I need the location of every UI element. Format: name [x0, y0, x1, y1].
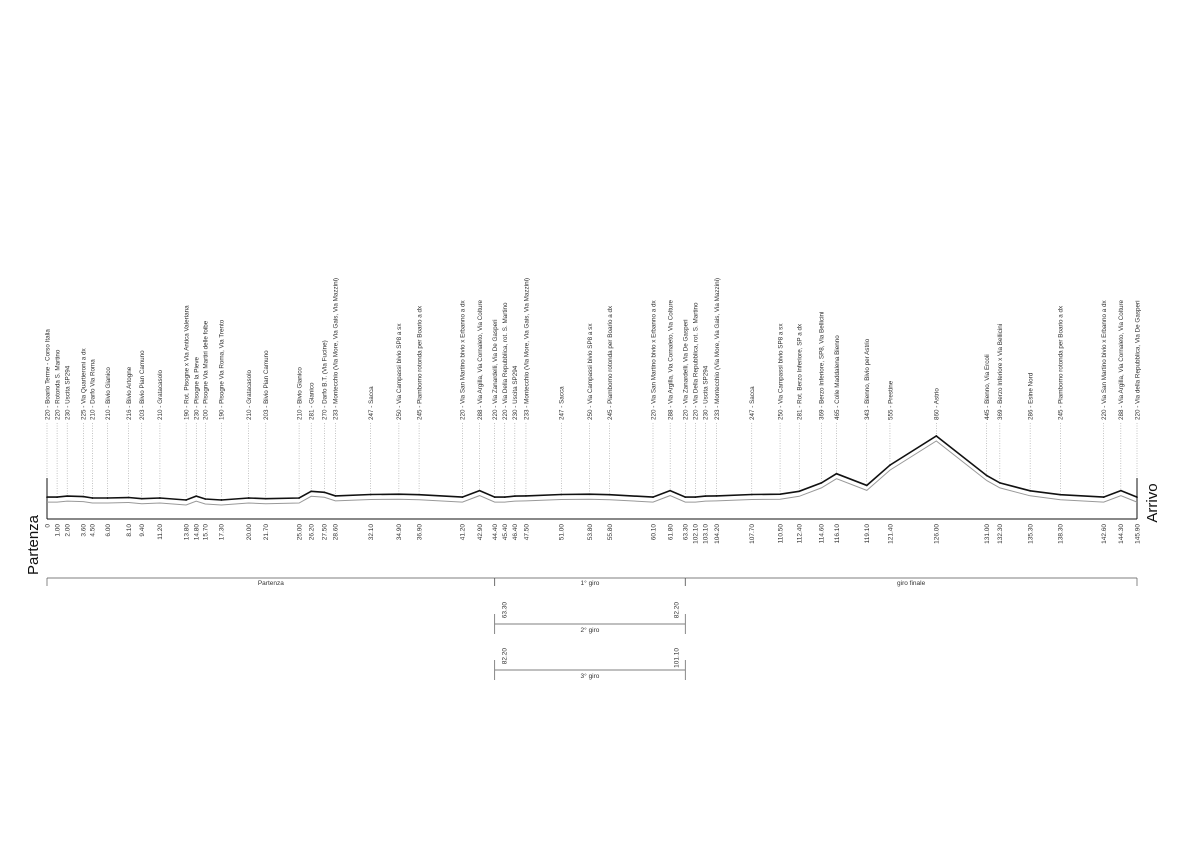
segment-brackets — [47, 578, 1137, 680]
profile-point — [334, 495, 336, 497]
profile-point — [418, 494, 420, 496]
point-name-label: 247 - Sacca — [558, 386, 566, 420]
point-name-label: 233 - Montecchio (Via More, Via Gais, Via Mazzini) — [332, 277, 340, 420]
km-label: 17.30 — [218, 524, 226, 541]
profile-point — [798, 490, 800, 492]
km-label: 14.80 — [193, 524, 201, 541]
km-label: 107.70 — [749, 524, 757, 544]
point-name-label: 445 - Bienno, Via Ercoli — [984, 354, 992, 420]
profile-point — [128, 497, 130, 499]
point-name-label: 233 - Montecchio (Via More, Via Gais, Via Mazzini) — [713, 277, 721, 420]
segment-label: 1° giro — [580, 580, 600, 587]
profile-point — [221, 499, 223, 501]
point-name-label: 288 - Via Argilla, Via Cornaleto, Via Colture — [1118, 299, 1126, 420]
segment-start-km: 63.30 — [501, 602, 509, 619]
profile-point — [820, 482, 822, 484]
profile-point — [159, 497, 161, 499]
km-label: 112.40 — [796, 524, 804, 544]
km-label: 102.10 — [692, 524, 700, 544]
point-name-label: 288 - Via Argilla, Via Cornaleto, Via Colture — [667, 299, 675, 420]
point-name-label: 230 - Pisogne la Pieve — [193, 356, 201, 420]
km-label: 104.20 — [713, 524, 721, 544]
profile-point — [836, 473, 838, 475]
point-name-label: 465 - Colle Maddalena Bienno — [833, 335, 841, 420]
point-name-label: 220 - Via San Martino bivio x Erbanno a dx — [459, 300, 467, 420]
km-label: 3.60 — [80, 524, 88, 537]
km-label: 51.00 — [558, 524, 566, 541]
point-name-label: 281 - Rot. Berzo Inferiore, SP a dx — [796, 323, 804, 420]
profile-point — [46, 496, 48, 498]
km-label: 121.40 — [887, 524, 895, 544]
profile-point — [248, 497, 250, 499]
km-label: 131.00 — [984, 524, 992, 544]
end-label: Arrivo — [1144, 483, 1161, 523]
profile-point — [504, 496, 506, 498]
elevation-profile — [46, 435, 1138, 519]
km-label: 114.60 — [818, 524, 826, 544]
point-name-label: 190 - Rot. Pisogne x Via Antica Valeriana — [183, 305, 191, 420]
point-name-label: 230 - Uscita SP294 — [64, 365, 72, 420]
profile-point — [609, 494, 611, 496]
km-label: 20.00 — [246, 524, 253, 541]
point-name-label: 220 - Via Della Repubblica, rot. S. Martino — [692, 302, 700, 420]
profile-point — [999, 482, 1001, 484]
point-name-label: 250 - Via Campassi bivio SP8 a sx — [777, 323, 785, 420]
km-label: 119.10 — [864, 524, 872, 544]
km-label: 46.40 — [512, 524, 520, 541]
guide-lines — [47, 423, 1137, 498]
km-label: 132.30 — [997, 524, 1005, 544]
km-label: 63.30 — [682, 524, 690, 541]
km-label: 1.00 — [54, 524, 62, 537]
point-name-label: 220 - Via Zanardelli, Via De Gasperi — [682, 319, 690, 420]
profile-line — [47, 436, 1137, 500]
profile-point — [560, 494, 562, 496]
point-name-label: 220 - Via della Repubblica, Via De Gasperi — [1134, 300, 1142, 420]
point-name-label: 233 - Montecchio (Via More, Via Gais, Via Mazzini) — [523, 277, 531, 420]
profile-point — [751, 494, 753, 496]
km-label: 60.10 — [650, 524, 658, 541]
point-name-label: 270 - Darfo B.T. (Via Fucine) — [321, 340, 329, 420]
point-name-label: 230 - Uscita SP294 — [702, 365, 710, 420]
profile-point — [479, 490, 481, 492]
point-name-label: 369 - Berzo Inferiore, SP8, Via Bellicini — [818, 311, 826, 420]
segment-start-km: 82.20 — [501, 648, 509, 665]
profile-point — [204, 498, 206, 500]
point-name-label: 281 - Gianico — [308, 382, 316, 420]
profile-point — [91, 497, 93, 499]
km-label: 26.20 — [308, 524, 316, 541]
km-label: 53.80 — [586, 524, 594, 541]
profile-point — [694, 496, 696, 498]
profile-point — [889, 464, 891, 466]
profile-point — [185, 499, 187, 501]
km-label: 28.60 — [332, 524, 340, 541]
point-name-label: 220 - Via Zanardelli, Via De Gasperi — [492, 319, 499, 420]
profile-point — [589, 493, 591, 495]
segment-label: 3° giro — [580, 673, 600, 680]
profile-point — [1029, 490, 1031, 492]
profile-point — [669, 490, 671, 492]
point-name-label: 555 - Prestine — [887, 380, 895, 420]
km-label: 15.70 — [202, 524, 210, 541]
km-label: 44.40 — [492, 524, 499, 541]
profile-point — [684, 496, 686, 498]
km-label: 135.30 — [1027, 524, 1035, 544]
segment-end-km: 82.20 — [673, 602, 681, 619]
point-name-label: 250 - Via Campassi bivio SP8 a sx — [396, 323, 404, 420]
km-label: 41.20 — [459, 524, 467, 541]
km-label: 144.30 — [1118, 524, 1126, 544]
segment-label: giro finale — [897, 580, 926, 587]
km-label: 27.50 — [321, 524, 329, 541]
profile-point — [716, 495, 718, 497]
km-label: 8.10 — [126, 524, 133, 537]
profile-point — [398, 493, 400, 495]
profile-point — [141, 498, 143, 500]
profile-point — [494, 496, 496, 498]
profile-point — [107, 497, 109, 499]
profile-point — [525, 495, 527, 497]
profile-point — [1059, 494, 1061, 496]
point-name-label: 203 - Bivio Pian Camuno — [263, 350, 271, 420]
segment-end-km: 101.10 — [673, 648, 681, 668]
point-name-label: 225 - Via Quartieroni a dx — [80, 348, 88, 420]
km-label: 142.60 — [1101, 524, 1108, 544]
km-label: 21.70 — [263, 524, 271, 541]
profile-point — [265, 498, 267, 500]
point-name-label: 210 - Gratacasolo — [157, 369, 165, 420]
point-name-label: 245 - Piamborno rotonda per Boario a dx — [416, 305, 424, 420]
segment-label: 2° giro — [580, 627, 600, 634]
point-name-label: 200 - Pisogne Via Martiri delle foibe — [202, 320, 210, 420]
km-label: 126.00 — [933, 524, 941, 544]
point-name-label: 247 - Sacca — [368, 386, 375, 420]
point-name-label: 220 - Via San Martino bivio x Erbanno a dx — [1101, 300, 1108, 420]
profile-point — [56, 496, 58, 498]
profile-point — [1120, 490, 1122, 492]
km-label: 34.90 — [396, 524, 404, 541]
point-name-label: 210 - Bivio Gianico — [104, 367, 112, 420]
point-name-label: 343 - Bienno, Bivio per Astrio — [864, 338, 872, 420]
km-label: 2.00 — [64, 524, 72, 537]
profile-point — [705, 495, 707, 497]
point-name-label: 247 - Sacca — [749, 386, 757, 420]
km-label: 110.50 — [777, 524, 785, 544]
profile-point — [82, 496, 84, 498]
point-name-label: 230 - Uscita SP294 — [512, 365, 520, 420]
point-name-label: 210 - Darfo Via Roma — [89, 359, 97, 420]
km-label: 55.80 — [606, 524, 614, 541]
point-name-label: 245 - Piamborno rotonda per Boario a dx — [1057, 305, 1065, 420]
point-name-label: 288 - Via Argilla, Via Cornaleto, Via Colture — [476, 299, 484, 420]
profile-shadow-line — [47, 441, 1137, 505]
km-label: 11.20 — [157, 524, 165, 540]
km-label: 4.50 — [89, 524, 97, 537]
km-label: 61.80 — [667, 524, 675, 541]
point-name-label: 210 - Gratacasolo — [246, 369, 253, 420]
km-label: 9.40 — [139, 524, 147, 537]
km-label: 138.30 — [1057, 524, 1065, 544]
km-label: 47.50 — [523, 524, 531, 541]
segment-label: Partenza — [257, 580, 284, 587]
km-label: 45.40 — [502, 524, 510, 541]
profile-point — [866, 484, 868, 486]
km-label: 103.10 — [702, 524, 710, 544]
km-label: 116.10 — [833, 524, 841, 544]
profile-point — [323, 491, 325, 493]
profile-point — [779, 493, 781, 495]
profile-point — [1103, 496, 1105, 498]
profile-point — [195, 495, 197, 497]
profile-point — [310, 490, 312, 492]
profile-point — [1136, 496, 1138, 498]
point-name-label: 203 - Bivio Pian Camuno — [139, 350, 147, 420]
profile-point — [66, 495, 68, 497]
point-name-label: 245 - Piamborno rotonda per Boario a dx — [606, 305, 614, 420]
point-name-label: 220 - Via Della Repubblica, rot. S. Martino — [502, 302, 510, 420]
point-name-label: 220 - Rotonda S. Martino — [54, 349, 62, 420]
point-name-label: 286 - Esine Nord — [1027, 372, 1035, 420]
profile-point — [652, 496, 654, 498]
point-name-label: 250 - Via Campassi bivio SP8 a sx — [586, 323, 594, 420]
km-label: 42.90 — [476, 524, 484, 541]
point-name-label: 860 - Astrio — [933, 388, 941, 420]
point-name-label: 369 - Berzo Inferiore x Via Bellicini — [997, 323, 1005, 420]
km-label: 36.90 — [416, 524, 424, 541]
profile-point — [935, 435, 937, 437]
km-label: 13.80 — [183, 524, 191, 541]
point-name-label: 216 - Bivio Artogne — [126, 366, 133, 420]
point-name-label: 220 - Boario Terme - Corso Italia — [44, 329, 52, 420]
profile-point — [298, 497, 300, 499]
km-label: 6.00 — [104, 524, 112, 537]
point-name-label: 210 - Bivio Gianico — [296, 367, 304, 420]
profile-point — [514, 495, 516, 497]
km-label: 32.10 — [368, 524, 375, 541]
profile-point — [986, 475, 988, 477]
km-label: 25.00 — [296, 524, 304, 541]
point-name-label: 220 - Via San Martino bivio x Erbanno a dx — [650, 300, 658, 420]
point-name-label: 190 - Pisogne Via Roma, Via Trento — [218, 319, 226, 420]
profile-point — [370, 494, 372, 496]
km-label: 0 — [44, 524, 52, 528]
profile-point — [462, 496, 464, 498]
km-label: 145.90 — [1134, 524, 1142, 544]
start-label: Partenza — [25, 514, 42, 576]
